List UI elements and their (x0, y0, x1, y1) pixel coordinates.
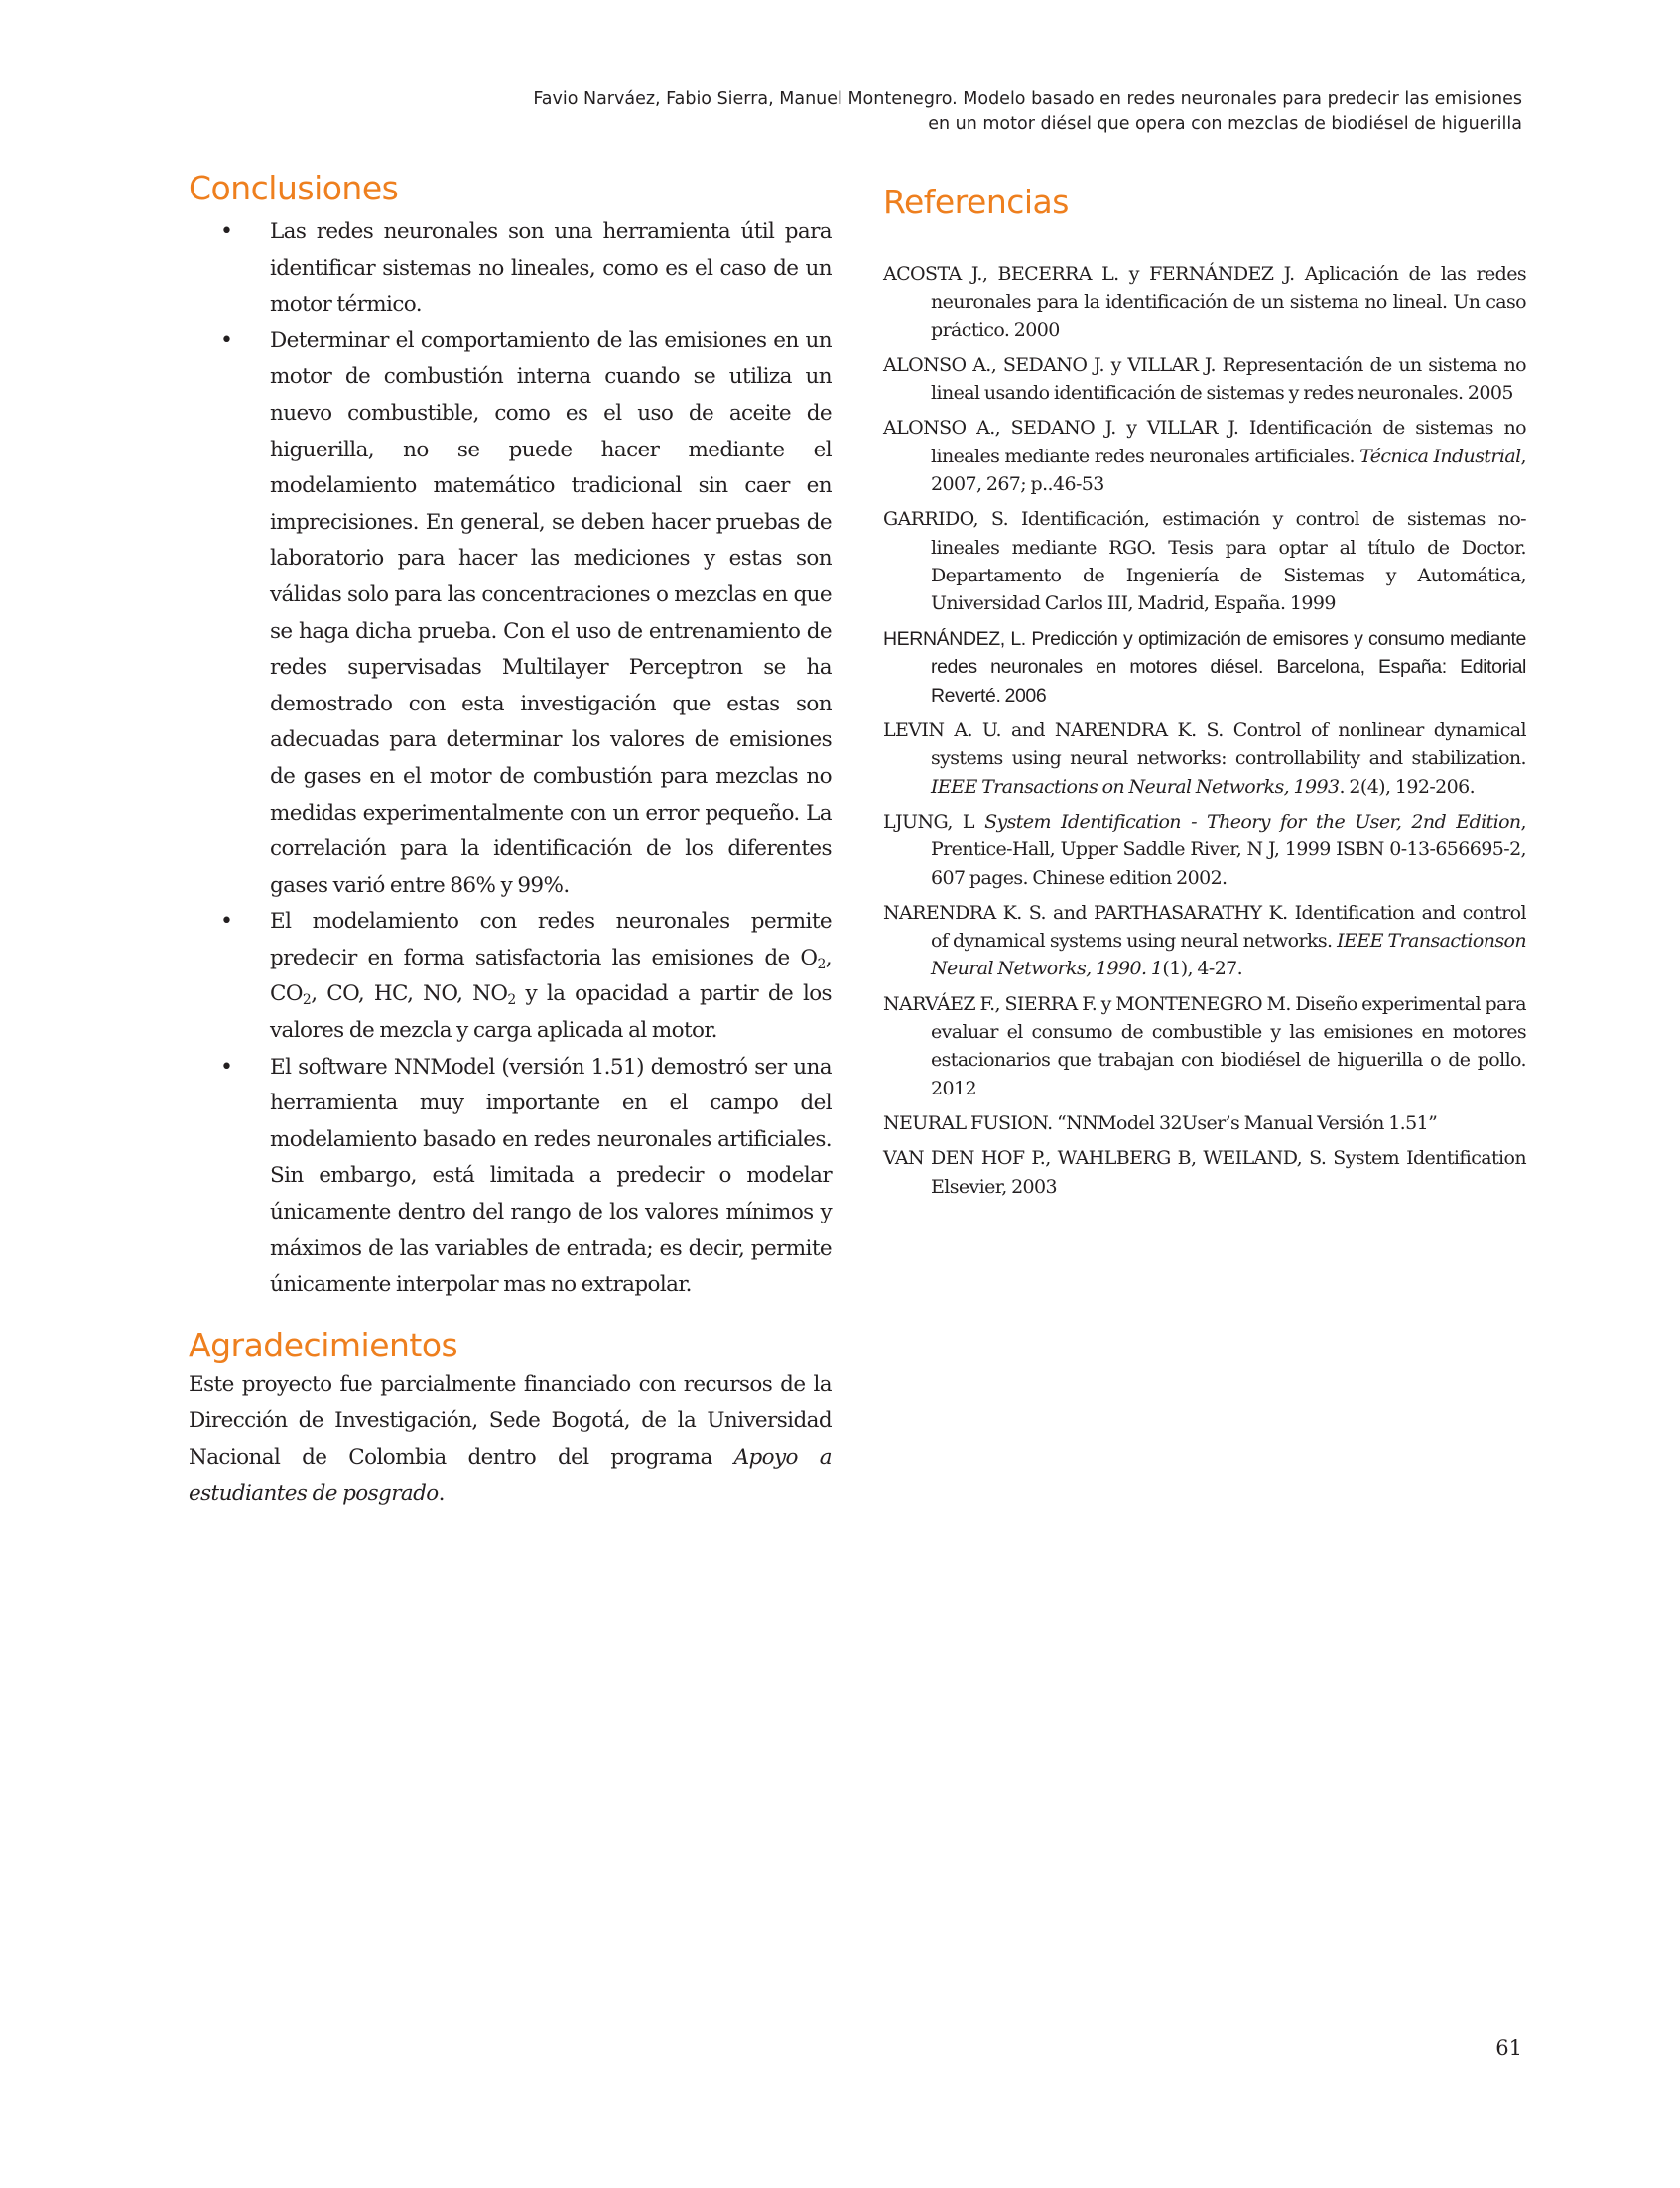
text-fragment: Este proyecto fue parcialmente financiado con recursos de la Dirección de Investigación, Sede Bogotá, de la Universidad Nacional de Colombia dentro del programa (189, 1371, 832, 1470)
left-column (189, 167, 832, 1512)
journal-title: IEEE Transactions on Neural Networks, 1993 (931, 775, 1340, 798)
list-item-text: El software NNModel (versión 1.51) demostró ser una herramienta muy importante en el campo del modelamiento basado en redes neuronales artificiales. Sin embargo, está limitada a predecir o modelar únicamente dentro del rango de los valores mínimos y máximos de las variables de entrada; es decir, permite únicamente interpolar mas no extrapolar. (270, 1054, 832, 1298)
references-list (883, 260, 1526, 1201)
reference-item: NARVÁEZ F., SIERRA F. y MONTENEGRO M. Diseño experimental para evaluar el consumo de combustible y las emisiones en motores estacionarios que trabajan con biodiésel de higuerilla o de pollo. 2012 (883, 992, 1526, 1099)
text-fragment: LEVIN A. U. and NARENDRA K. S. Control of nonlinear dynamical systems using neural networks: controllability and stabilization. (883, 719, 1526, 770)
text-fragment: NARENDRA K. S. and PARTHASARATHY K. Identification and control of dynamical systems using neural networks. (883, 901, 1526, 953)
program-name: Apoyo a estudiantes de posgrado (189, 1445, 832, 1506)
page-number: 61 (1495, 2036, 1522, 2060)
book-title: System Identification - Theory for the User, 2nd Edition (984, 810, 1521, 833)
subscript: 2 (817, 957, 826, 973)
text-fragment: , CO, HC, NO, NO (311, 981, 508, 1007)
reference-item (883, 716, 1526, 801)
running-header (431, 87, 1522, 137)
text-fragment: . 2(4), 192-206. (1339, 775, 1476, 798)
list-item-text (270, 909, 832, 1043)
text-fragment: ALONSO A., SEDANO J. y VILLAR J. Identificación de sistemas no lineales mediante redes neuronales artificiales. (883, 417, 1526, 467)
list-item (189, 214, 832, 323)
journal-title: Técnica Industrial (1359, 445, 1521, 467)
reference-item: ACOSTA J., BECERRA L. y FERNÁNDEZ J. Aplicación de las redes neuronales para la identificación de un sistema no lineal. Un caso práctico. 2000 (883, 263, 1526, 341)
text-fragment: , Prentice-Hall, Upper Saddle River, N J, 1999 ISBN 0-13-656695-2, 607 pages. Chinese edition 2002. (931, 810, 1526, 889)
text-fragment: LJUNG, L (883, 810, 985, 833)
reference-item (883, 414, 1526, 498)
reference-item: VAN DEN HOF P., WAHLBERG B, WEILAND, S. System Identification Elsevier, 2003 (883, 1147, 1526, 1198)
text-fragment: El modelamiento con redes neuronales permite predecir en forma satisfactoria las emisiones de O (270, 909, 832, 970)
bullet-icon: • (220, 327, 233, 353)
reference-item: ALONSO A., SEDANO J. y VILLAR J. Representación de un sistema no lineal usando identificación de sistemas y redes neuronales. 2005 (883, 353, 1526, 405)
running-header-line-2: en un motor diésel que opera con mezclas de biodiésel de higuerilla (928, 114, 1522, 134)
reference-item: HERNÁNDEZ, L. Predicción y optimización de emisores y consumo mediante redes neuronales en motores diésel. Barcelona, España: Editorial Reverté. 2006 (883, 627, 1526, 707)
running-header-line-1: Favio Narváez, Fabio Sierra, Manuel Montenegro. Modelo basado en redes neuronales para predecir las emisiones (533, 89, 1522, 109)
conclusions-list (189, 214, 832, 1304)
text-fragment: , 2007, 267; p..46-53 (931, 445, 1526, 496)
text-fragment: (1), 4-27. (1162, 958, 1243, 980)
bullet-icon: • (220, 909, 233, 935)
list-item-text: Las redes neuronales son una herramienta útil para identificar sistemas no lineales, como es el caso de un motor térmico. (270, 219, 832, 318)
reference-item (883, 808, 1526, 892)
list-item (189, 1050, 832, 1304)
reference-item (883, 899, 1526, 983)
bullet-icon: • (220, 1054, 233, 1080)
bullet-icon: • (220, 219, 233, 244)
right-column (883, 181, 1526, 1208)
acknowledgements-text (189, 1367, 832, 1512)
journal-title: IEEE Transactionson Neural Networks, 1990. 1 (931, 930, 1526, 980)
list-item (189, 323, 832, 905)
references-heading: Referencias (883, 183, 1069, 221)
list-item (189, 904, 832, 1049)
reference-item: NEURAL FUSION. “NNModel 32User’s Manual Versión 1.51” (883, 1111, 1438, 1134)
list-item-text: Determinar el comportamiento de las emisiones en un motor de combustión interna cuando se utiliza un nuevo combustible, como es el uso de aceite de higuerilla, no se puede hacer mediante el modelamiento matemático tradicional sin caer en imprecisiones. En general, se deben hacer pruebas de laboratorio para hacer las mediciones y estas son válidas solo para las concentraciones o mezclas en que se haga dicha prueba. Con el uso de entrenamiento de redes supervisadas Multilayer Perceptron se ha demostrado con esta investigación que estas son adecuadas para determinar los valores de emisiones de gases en el motor de combustión para mezclas no medidas experimentalmente con un error pequeño. La correlación para la identificación de los diferentes gases varió entre 86% y 99%. (270, 327, 832, 898)
text-fragment: y la opacidad a partir de los valores de mezcla y carga aplicada al motor. (270, 981, 832, 1044)
conclusions-heading: Conclusiones (189, 169, 399, 207)
text-fragment: , CO (270, 945, 832, 1007)
text-fragment: . (438, 1480, 445, 1506)
acknowledgements-heading: Agradecimientos (189, 1325, 458, 1364)
subscript: 2 (507, 992, 516, 1009)
subscript: 2 (302, 992, 312, 1009)
reference-item: GARRIDO, S. Identificación, estimación y control de sistemas no-lineales mediante RGO. Tesis para optar al título de Doctor. Departamento de Ingeniería de Sistemas y Automática, Universidad Carlos III, Madrid, España. 1999 (883, 508, 1526, 615)
